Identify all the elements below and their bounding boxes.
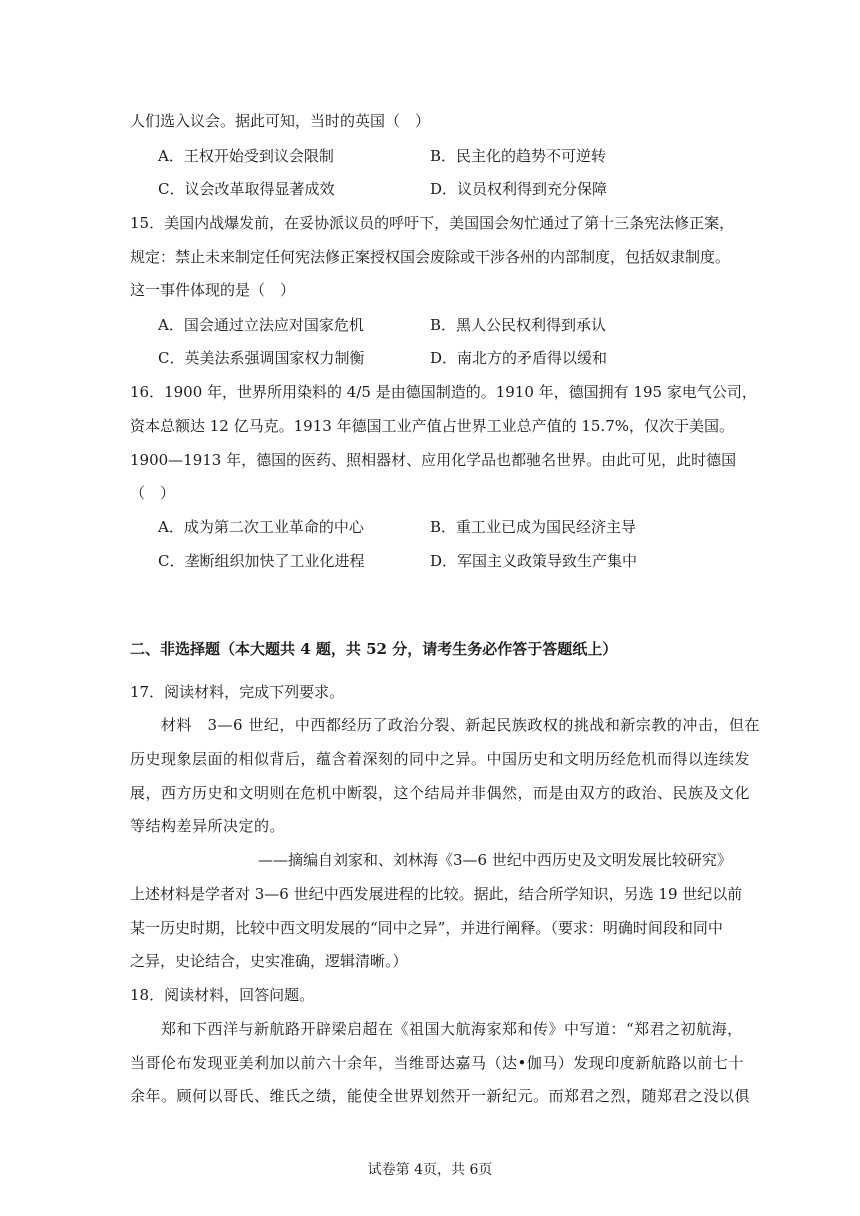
q17-question-line-1: 上述材料是学者对 3—6 世纪中西发展进程的比较。据此，结合所学知识，另选 19 世纪以前 [130,885,743,903]
q15-option-b: B．黑人公民权利得到承认 [430,316,607,334]
section-heading: 二、非选择题（本大题共 4 题，共 52 分，请考生务必作答于答题纸上） [130,640,618,658]
q17-source-citation: ——摘编自刘家和、刘林海《3—6 世纪中西历史及文明发展比较研究》 [258,851,732,869]
q18-material-line-3: 余年。顾何以哥氏、维氏之绩，能使全世界划然开一新纪元。而郑君之烈，随郑君之没以俱 [130,1087,751,1105]
q15-stem-line-2: 规定：禁止未来制定任何宪法修正案授权国会废除或干涉各州的内部制度，包括奴隶制度。 [130,248,731,266]
q16-option-b: B．重工业已成为国民经济主导 [430,518,637,536]
q17-material-line-3: 展，西方历史和文明则在危机中断裂，这个结局并非偶然，而是由双方的政治、民族及文化 [130,784,751,802]
q16-stem-line-2: 资本总额达 12 亿马克。1913 年德国工业产值占世界工业总产值的 15.7%，仅次于美国。 [130,417,734,435]
q15-stem-line-1: 15．美国内战爆发前，在妥协派议员的呼吁下，美国国会匆忙通过了第十三条宪法修正案， [130,214,735,232]
q14-option-a: A．王权开始受到议会限制 [158,147,334,165]
q18-intro: 18．阅读材料，回答问题。 [130,986,315,1004]
q16-option-a: A．成为第二次工业革命的中心 [158,518,364,536]
q17-material-line-4: 等结构差异所决定的。 [130,817,286,835]
q18-material-line-2: 当哥伦布发现亚美利加以前六十余年，当维哥达嘉马（达•伽马）发现印度新航路以前七十 [130,1054,744,1072]
q15-stem-line-3: 这一事件体现的是（ ） [130,281,296,299]
q14-option-c: C．议会改革取得显著成效 [158,180,335,198]
q14-stem-tail: 人们选入议会。据此可知，当时的英国（ ） [130,112,431,130]
q16-stem-line-4: （ ） [130,484,176,502]
q15-option-c: C．英美法系强调国家权力制衡 [158,349,365,367]
page-footer: 试卷第 4页，共 6页 [367,1162,493,1178]
q16-option-d: D．军国主义政策导致生产集中 [430,552,638,570]
q15-option-a: A．国会通过立法应对国家危机 [158,316,364,334]
q17-question-line-3: 之异，史论结合，史实准确，逻辑清晰。） [130,952,408,970]
q17-question-line-2: 某一历史时期，比较中西文明发展的“同中之异”，并进行阐释。（要求：明确时间段和同中 [130,919,723,937]
q17-intro: 17．阅读材料，完成下列要求。 [130,683,345,701]
q16-stem-line-1: 16．1900 年，世界所用染料的 4/5 是由德国制造的。1910 年，德国拥有 195 家电气公司， [130,383,757,401]
q14-option-d: D．议员权利得到充分保障 [430,180,608,198]
q16-stem-line-3: 1900—1913 年，德国的医药、照相器材、应用化学品也都驰名世界。由此可见，此时德国 [130,451,737,469]
q15-option-d: D．南北方的矛盾得以缓和 [430,349,608,367]
q18-material-line-1: 郑和下西洋与新航路开辟梁启超在《祖国大航海家郑和传》中写道：“郑君之初航海， [130,1020,743,1038]
q16-option-c: C．垄断组织加快了工业化进程 [158,552,365,570]
q17-material-line-1: 材料 3—6 世纪，中西都经历了政治分裂、新起民族政权的挑战和新宗教的冲击，但在 [130,716,760,734]
q17-material-line-2: 历史现象层面的相似背后，蕴含着深刻的同中之异。中国历史和文明历经危机而得以连续发 [130,750,751,768]
q14-option-b: B．民主化的趋势不可逆转 [430,147,607,165]
